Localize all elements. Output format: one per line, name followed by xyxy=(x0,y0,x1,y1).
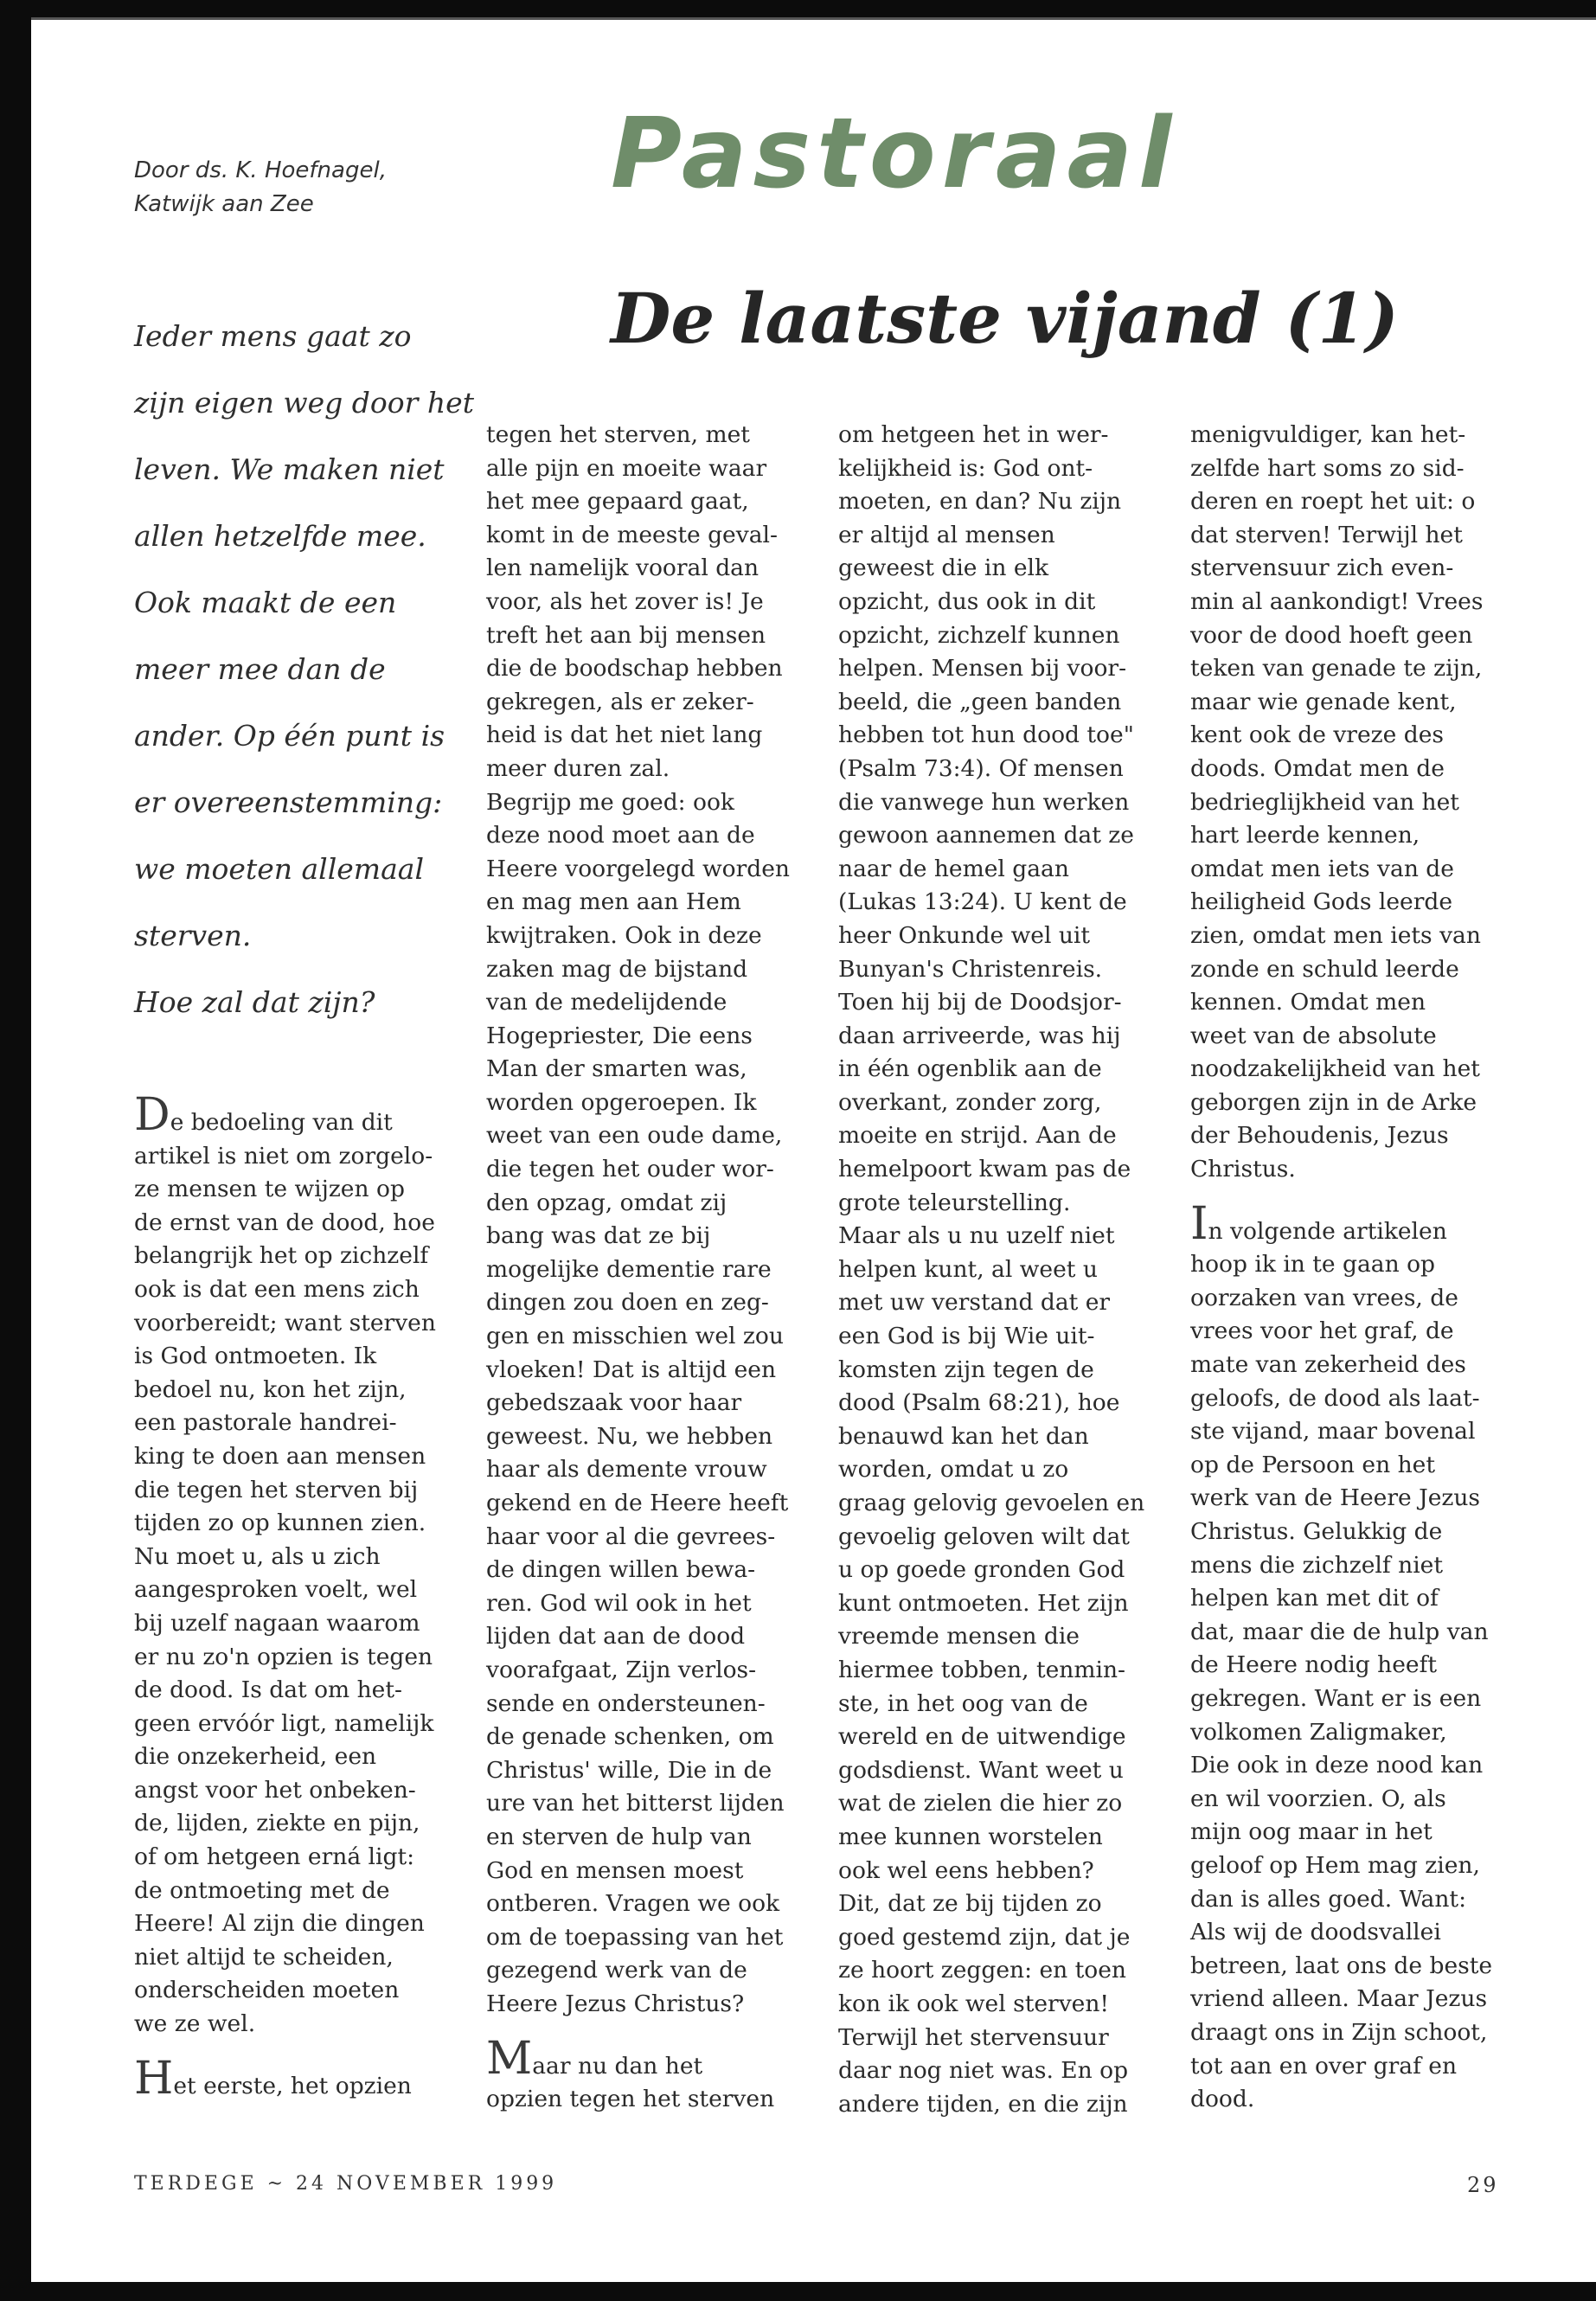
text-line: mijn oog maar in het xyxy=(1190,1818,1433,1846)
text-line: vrees voor het graf, de xyxy=(1190,1317,1454,1345)
text-line: kon ik ook wel sterven! xyxy=(838,1990,1110,2017)
text-line: die de boodschap hebben xyxy=(486,655,783,683)
text-line: Christus. xyxy=(1190,1156,1296,1183)
text-line: andere tijden, en die zijn xyxy=(838,2090,1128,2118)
text-line: worden opgeroepen. Ik xyxy=(486,1088,757,1116)
scan-border-left xyxy=(0,0,31,2301)
text-line: draagt ons in Zijn schoot, xyxy=(1190,2018,1488,2046)
column-4 xyxy=(1190,419,1523,2117)
text-line: geweest. Nu, we hebben xyxy=(486,1422,773,1450)
text-line: dan is alles goed. Want: xyxy=(1190,1885,1466,1913)
text-line: een pastorale handrei- xyxy=(134,1409,397,1437)
text-line: gekregen. Want er is een xyxy=(1190,1684,1482,1712)
paragraph xyxy=(134,2052,467,2105)
text-line: beeld, die „geen banden xyxy=(838,688,1122,715)
column-3 xyxy=(838,419,1171,2121)
text-line: ook is dat een mens zich xyxy=(134,1275,420,1303)
intro-line: Ieder mens gaat zo xyxy=(134,319,412,353)
text-line: wat de zielen die hier zo xyxy=(838,1790,1123,1817)
text-line: heer Onkunde wel uit xyxy=(838,921,1091,949)
column-2 xyxy=(486,419,819,2117)
paragraph xyxy=(1190,419,1523,1187)
text-line: omdat men iets van de xyxy=(1190,855,1454,882)
text-line: weet van de absolute xyxy=(1190,1022,1437,1049)
text-line: opzicht, dus ook in dit xyxy=(838,587,1096,615)
text-line: ste vijand, maar bovenal xyxy=(1190,1418,1476,1445)
text-line: komt in de meeste geval- xyxy=(486,521,778,548)
text-line: de ernst van de dood, hoe xyxy=(134,1208,435,1236)
text-line: teken van genade te zijn, xyxy=(1190,655,1483,683)
text-line: vriend alleen. Maar Jezus xyxy=(1190,1985,1488,2013)
text-line: king te doen aan mensen xyxy=(134,1442,426,1470)
text-line: Man der smarten was, xyxy=(486,1055,747,1083)
text-line: gen en misschien wel zou xyxy=(486,1323,784,1350)
text-line: mens die zichzelf niet xyxy=(1190,1551,1444,1579)
text-line: hart leerde kennen, xyxy=(1190,822,1420,849)
text-line: Bunyan's Christenreis. xyxy=(838,955,1103,983)
text-line: dat, maar die de hulp van xyxy=(1190,1618,1489,1645)
drop-cap: M xyxy=(486,2032,533,2085)
text-line: en wil voorzien. O, als xyxy=(1190,1785,1446,1812)
text-line: kelijkheid is: God ont- xyxy=(838,454,1093,482)
text-line: die vanwege hun werken xyxy=(838,788,1130,816)
text-line: treft het aan bij mensen xyxy=(486,621,766,649)
text-line: opzicht, zichzelf kunnen xyxy=(838,621,1120,649)
text-line: Heere Jezus Christus? xyxy=(486,1990,745,2017)
text-line: Begrijp me goed: ook xyxy=(486,788,734,816)
intro-line: ander. Op één punt is xyxy=(134,719,445,753)
text-line: tegen het sterven, met xyxy=(486,421,750,448)
text-line: zonde en schuld leerde xyxy=(1190,955,1459,983)
text-line: bang was dat ze bij xyxy=(486,1222,711,1250)
text-line: om de toepassing van het xyxy=(486,1923,784,1951)
first-line-text: n volgende artikelen xyxy=(1208,1217,1447,1245)
text-line: hebben tot hun dood toe" xyxy=(838,721,1134,749)
text-line: om hetgeen het in wer- xyxy=(838,421,1109,448)
text-line: dingen zou doen en zeg- xyxy=(486,1289,769,1317)
text-line: de dood. Is dat om het- xyxy=(134,1676,402,1704)
intro-line: meer mee dan de xyxy=(134,652,386,686)
byline-location: Katwijk aan Zee xyxy=(134,191,314,217)
first-line-text: et eerste, het opzien xyxy=(173,2072,412,2099)
text-line: tot aan en over graf en xyxy=(1190,2052,1458,2080)
paragraph-gap xyxy=(134,2041,467,2062)
text-line: geloof op Hem mag zien, xyxy=(1190,1851,1480,1879)
text-line: Christus' wille, Die in de xyxy=(486,1756,772,1784)
paragraph xyxy=(486,419,819,2022)
text-line: bedoel nu, kon het zijn, xyxy=(134,1375,407,1403)
text-line: mogelijke dementie rare xyxy=(486,1255,772,1283)
text-line: hoop ik in te gaan op xyxy=(1190,1251,1436,1279)
text-line: u op goede gronden God xyxy=(838,1556,1125,1584)
text-line: onderscheiden moeten xyxy=(134,1977,400,2004)
text-line: ook wel eens hebben? xyxy=(838,1856,1094,1884)
paragraph xyxy=(1190,1197,1523,2117)
section-title: Pastoraal xyxy=(611,98,1178,210)
text-line: godsdienst. Want weet u xyxy=(838,1756,1124,1784)
text-line: Nu moet u, als u zich xyxy=(134,1542,381,1570)
paragraph xyxy=(838,419,1171,2121)
text-line: haar als demente vrouw xyxy=(486,1456,767,1484)
text-line: God en mensen moest xyxy=(486,1856,744,1884)
intro-line: we moeten allemaal xyxy=(134,852,424,886)
text-line: belangrijk het op zichzelf xyxy=(134,1242,429,1270)
text-line: en sterven de hulp van xyxy=(486,1823,752,1850)
text-line: menigvuldiger, kan het- xyxy=(1190,421,1466,448)
text-line: lijden dat aan de dood xyxy=(486,1623,746,1650)
text-line: betreen, laat ons de beste xyxy=(1190,1952,1493,1979)
text-line: helpen kunt, al weet u xyxy=(838,1255,1098,1283)
text-line: Terwijl het stervensuur xyxy=(838,2023,1109,2051)
text-line: heid is dat het niet lang xyxy=(486,721,763,749)
text-line: Toen hij bij de Doodsjor- xyxy=(838,989,1122,1016)
text-line: Maar als u nu uzelf niet xyxy=(838,1222,1115,1250)
text-line: van de medelijdende xyxy=(486,989,727,1016)
text-line: maar wie genade kent, xyxy=(1190,688,1457,715)
text-line: die tegen het sterven bij xyxy=(134,1476,419,1503)
text-line: dood (Psalm 68:21), hoe xyxy=(838,1389,1120,1417)
text-line: helpen. Mensen bij voor- xyxy=(838,655,1127,683)
text-line: benauwd kan het dan xyxy=(838,1422,1089,1450)
text-line: dood. xyxy=(1190,2086,1255,2113)
text-line: len namelijk vooral dan xyxy=(486,554,760,582)
text-line: deren en roept het uit: o xyxy=(1190,488,1476,516)
text-line: op de Persoon en het xyxy=(1190,1451,1435,1478)
text-line: met uw verstand dat er xyxy=(838,1289,1111,1317)
drop-cap: D xyxy=(134,1089,170,1141)
text-line: gekend en de Heere heeft xyxy=(486,1490,789,1516)
text-line: gevoelig geloven wilt dat xyxy=(838,1522,1130,1550)
text-line: (Lukas 13:24). U kent de xyxy=(838,888,1127,916)
text-line: overkant, zonder zorg, xyxy=(838,1088,1102,1116)
text-line: een God is bij Wie uit- xyxy=(838,1323,1095,1350)
page-number: 29 xyxy=(1467,2173,1499,2197)
paragraph-gap xyxy=(1190,1187,1523,1208)
text-line: naar de hemel gaan xyxy=(838,855,1069,882)
byline-author: Door ds. K. Hoefnagel, xyxy=(134,157,387,183)
text-line: goed gestemd zijn, dat je xyxy=(838,1923,1131,1951)
text-line xyxy=(1190,1197,1523,1250)
first-line-text: e bedoeling van dit xyxy=(170,1109,393,1136)
text-line: geweest die in elk xyxy=(838,554,1049,582)
text-line xyxy=(134,2052,467,2105)
text-line: ontberen. Vragen we ook xyxy=(486,1890,780,1918)
article-title: De laatste vijand (1) xyxy=(611,278,1399,359)
text-line: hiermee tobben, tenmin- xyxy=(838,1656,1125,1683)
text-line: er altijd al mensen xyxy=(838,521,1055,548)
text-line: sende en ondersteunen- xyxy=(486,1689,766,1717)
text-line: voor, als het zover is! Je xyxy=(486,587,764,615)
text-line: of om hetgeen erná ligt: xyxy=(134,1843,415,1871)
text-line: Hogepriester, Die eens xyxy=(486,1022,753,1049)
scan-border-bottom xyxy=(0,2282,1596,2301)
text-line: werk van de Heere Jezus xyxy=(1190,1484,1481,1512)
text-line: deze nood moet aan de xyxy=(486,822,755,849)
intro-line: Hoe zal dat zijn? xyxy=(134,985,375,1019)
text-line: meer duren zal. xyxy=(486,754,670,782)
text-line: Heere! Al zijn die dingen xyxy=(134,1910,425,1938)
text-line: geborgen zijn in de Arke xyxy=(1190,1088,1477,1116)
text-line: opzien tegen het sterven xyxy=(486,2086,775,2113)
paragraph xyxy=(134,1089,467,2041)
text-line: gewoon aannemen dat ze xyxy=(838,822,1134,849)
text-line: moeten, en dan? Nu zijn xyxy=(838,488,1122,516)
text-line: die onzekerheid, een xyxy=(134,1743,377,1771)
drop-cap: I xyxy=(1190,1197,1208,1250)
text-line: wereld en de uitwendige xyxy=(838,1723,1126,1751)
text-line: aangesproken voelt, wel xyxy=(134,1576,418,1604)
text-line: volkomen Zaligmaker, xyxy=(1190,1718,1447,1746)
text-line: vloeken! Dat is altijd een xyxy=(486,1356,777,1383)
text-line: voorbereidt; want sterven xyxy=(134,1309,436,1336)
text-line: kennen. Omdat men xyxy=(1190,989,1426,1016)
text-line: gezegend werk van de xyxy=(486,1957,747,1984)
text-line: ure van het bitterst lijden xyxy=(486,1790,785,1817)
text-line: Heere voorgelegd worden xyxy=(486,855,790,882)
intro-line: allen hetzelfde mee. xyxy=(134,519,426,553)
text-line: Als wij de doodsvallei xyxy=(1190,1919,1441,1946)
text-line: we ze wel. xyxy=(134,2010,256,2038)
text-line: daan arriveerde, was hij xyxy=(838,1022,1121,1049)
text-line: artikel is niet om zorgelo- xyxy=(134,1142,433,1170)
text-line: (Psalm 73:4). Of mensen xyxy=(838,754,1124,782)
text-line: geloofs, de dood als laat- xyxy=(1190,1384,1480,1412)
intro-line: Ook maakt de een xyxy=(134,586,397,619)
text-line: in één ogenblik aan de xyxy=(838,1055,1102,1083)
paragraph xyxy=(486,2032,819,2117)
intro-line: zijn eigen weg door het xyxy=(134,386,474,420)
text-line: kent ook de vreze des xyxy=(1190,721,1444,749)
text-line: vreemde mensen die xyxy=(838,1623,1080,1650)
text-line: zelfde hart soms zo sid- xyxy=(1190,454,1465,482)
text-line: gekregen, als er zeker- xyxy=(486,688,754,715)
first-line-text: aar nu dan het xyxy=(532,2052,703,2080)
text-line: helpen kan met dit of xyxy=(1190,1585,1439,1612)
text-line: oorzaken van vrees, de xyxy=(1190,1284,1458,1311)
text-line xyxy=(134,1089,467,1141)
text-line: den opzag, omdat zij xyxy=(486,1189,727,1216)
text-line: voor de dood hoeft geen xyxy=(1190,621,1473,649)
text-line: gebedszaak voor haar xyxy=(486,1389,742,1417)
text-line: ze mensen te wijzen op xyxy=(134,1176,405,1203)
intro-text xyxy=(134,303,480,1035)
text-line: tijden zo op kunnen zien. xyxy=(134,1509,426,1537)
text-line: mee kunnen worstelen xyxy=(838,1823,1103,1850)
text-line: de ontmoeting met de xyxy=(134,1876,390,1904)
text-line: noodzakelijkheid van het xyxy=(1190,1055,1480,1083)
text-line: dat sterven! Terwijl het xyxy=(1190,521,1463,548)
text-line: bedrieglijkheid van het xyxy=(1190,788,1459,816)
text-line: graag gelovig gevoelen en xyxy=(838,1490,1145,1516)
byline xyxy=(134,154,428,221)
text-line: het mee gepaard gaat, xyxy=(486,488,749,516)
text-line: worden, omdat u zo xyxy=(838,1456,1069,1484)
text-line: mate van zekerheid des xyxy=(1190,1351,1466,1379)
text-line: geen ervóór ligt, namelijk xyxy=(134,1709,434,1737)
text-line: Christus. Gelukkig de xyxy=(1190,1518,1443,1545)
page-top-rule xyxy=(31,17,1596,20)
text-line: kwijtraken. Ook in deze xyxy=(486,921,762,949)
text-line: heiligheid Gods leerde xyxy=(1190,888,1453,916)
text-line: en mag men aan Hem xyxy=(486,888,741,916)
footer-publication: TERDEGE ~ 24 NOVEMBER 1999 xyxy=(134,2173,558,2195)
text-line: Dit, dat ze bij tijden zo xyxy=(838,1890,1102,1918)
text-line: er nu zo'n opzien is tegen xyxy=(134,1643,433,1670)
text-line: der Behoudenis, Jezus xyxy=(1190,1122,1449,1150)
text-line: stervensuur zich even- xyxy=(1190,554,1454,582)
text-line: ze hoort zeggen: en toen xyxy=(838,1957,1126,1984)
drop-cap: H xyxy=(134,2052,174,2105)
text-line: kunt ontmoeten. Het zijn xyxy=(838,1589,1129,1617)
text-line: min al aankondigt! Vrees xyxy=(1190,587,1484,615)
text-line: Die ook in deze nood kan xyxy=(1190,1752,1484,1779)
intro-line: er overeenstemming: xyxy=(134,785,443,819)
text-line: moeite en strijd. Aan de xyxy=(838,1122,1117,1150)
text-line: daar nog niet was. En op xyxy=(838,2057,1129,2085)
intro-line: leven. We maken niet xyxy=(134,452,445,486)
text-line: ren. God wil ook in het xyxy=(486,1589,752,1617)
intro-line: sterven. xyxy=(134,919,252,952)
text-line: voorafgaat, Zijn verlos- xyxy=(486,1656,757,1683)
text-line: de Heere nodig heeft xyxy=(1190,1651,1438,1679)
text-line: alle pijn en moeite waar xyxy=(486,454,767,482)
text-line: komsten zijn tegen de xyxy=(838,1356,1094,1383)
text-line: weet van een oude dame, xyxy=(486,1122,783,1150)
column-1 xyxy=(134,1089,467,2105)
text-line: zaken mag de bijstand xyxy=(486,955,748,983)
text-line: zien, omdat men iets van xyxy=(1190,921,1481,949)
text-line xyxy=(486,2032,819,2085)
text-line: bij uzelf nagaan waarom xyxy=(134,1609,420,1637)
text-line: de, lijden, ziekte en pijn, xyxy=(134,1810,420,1837)
scan-border-top xyxy=(0,0,1596,17)
text-line: grote teleurstelling. xyxy=(838,1189,1071,1216)
text-line: de dingen willen bewa- xyxy=(486,1556,756,1584)
text-line: die tegen het ouder wor- xyxy=(486,1156,774,1183)
text-line: ste, in het oog van de xyxy=(838,1689,1088,1717)
text-line: doods. Omdat men de xyxy=(1190,754,1445,782)
text-line: hemelpoort kwam pas de xyxy=(838,1156,1131,1183)
text-line: niet altijd te scheiden, xyxy=(134,1943,394,1971)
paragraph-gap xyxy=(486,2022,819,2042)
text-line: is God ontmoeten. Ik xyxy=(134,1343,377,1370)
text-line: de genade schenken, om xyxy=(486,1723,774,1751)
text-line: haar voor al die gevrees- xyxy=(486,1522,776,1550)
text-line: angst voor het onbeken- xyxy=(134,1776,416,1804)
